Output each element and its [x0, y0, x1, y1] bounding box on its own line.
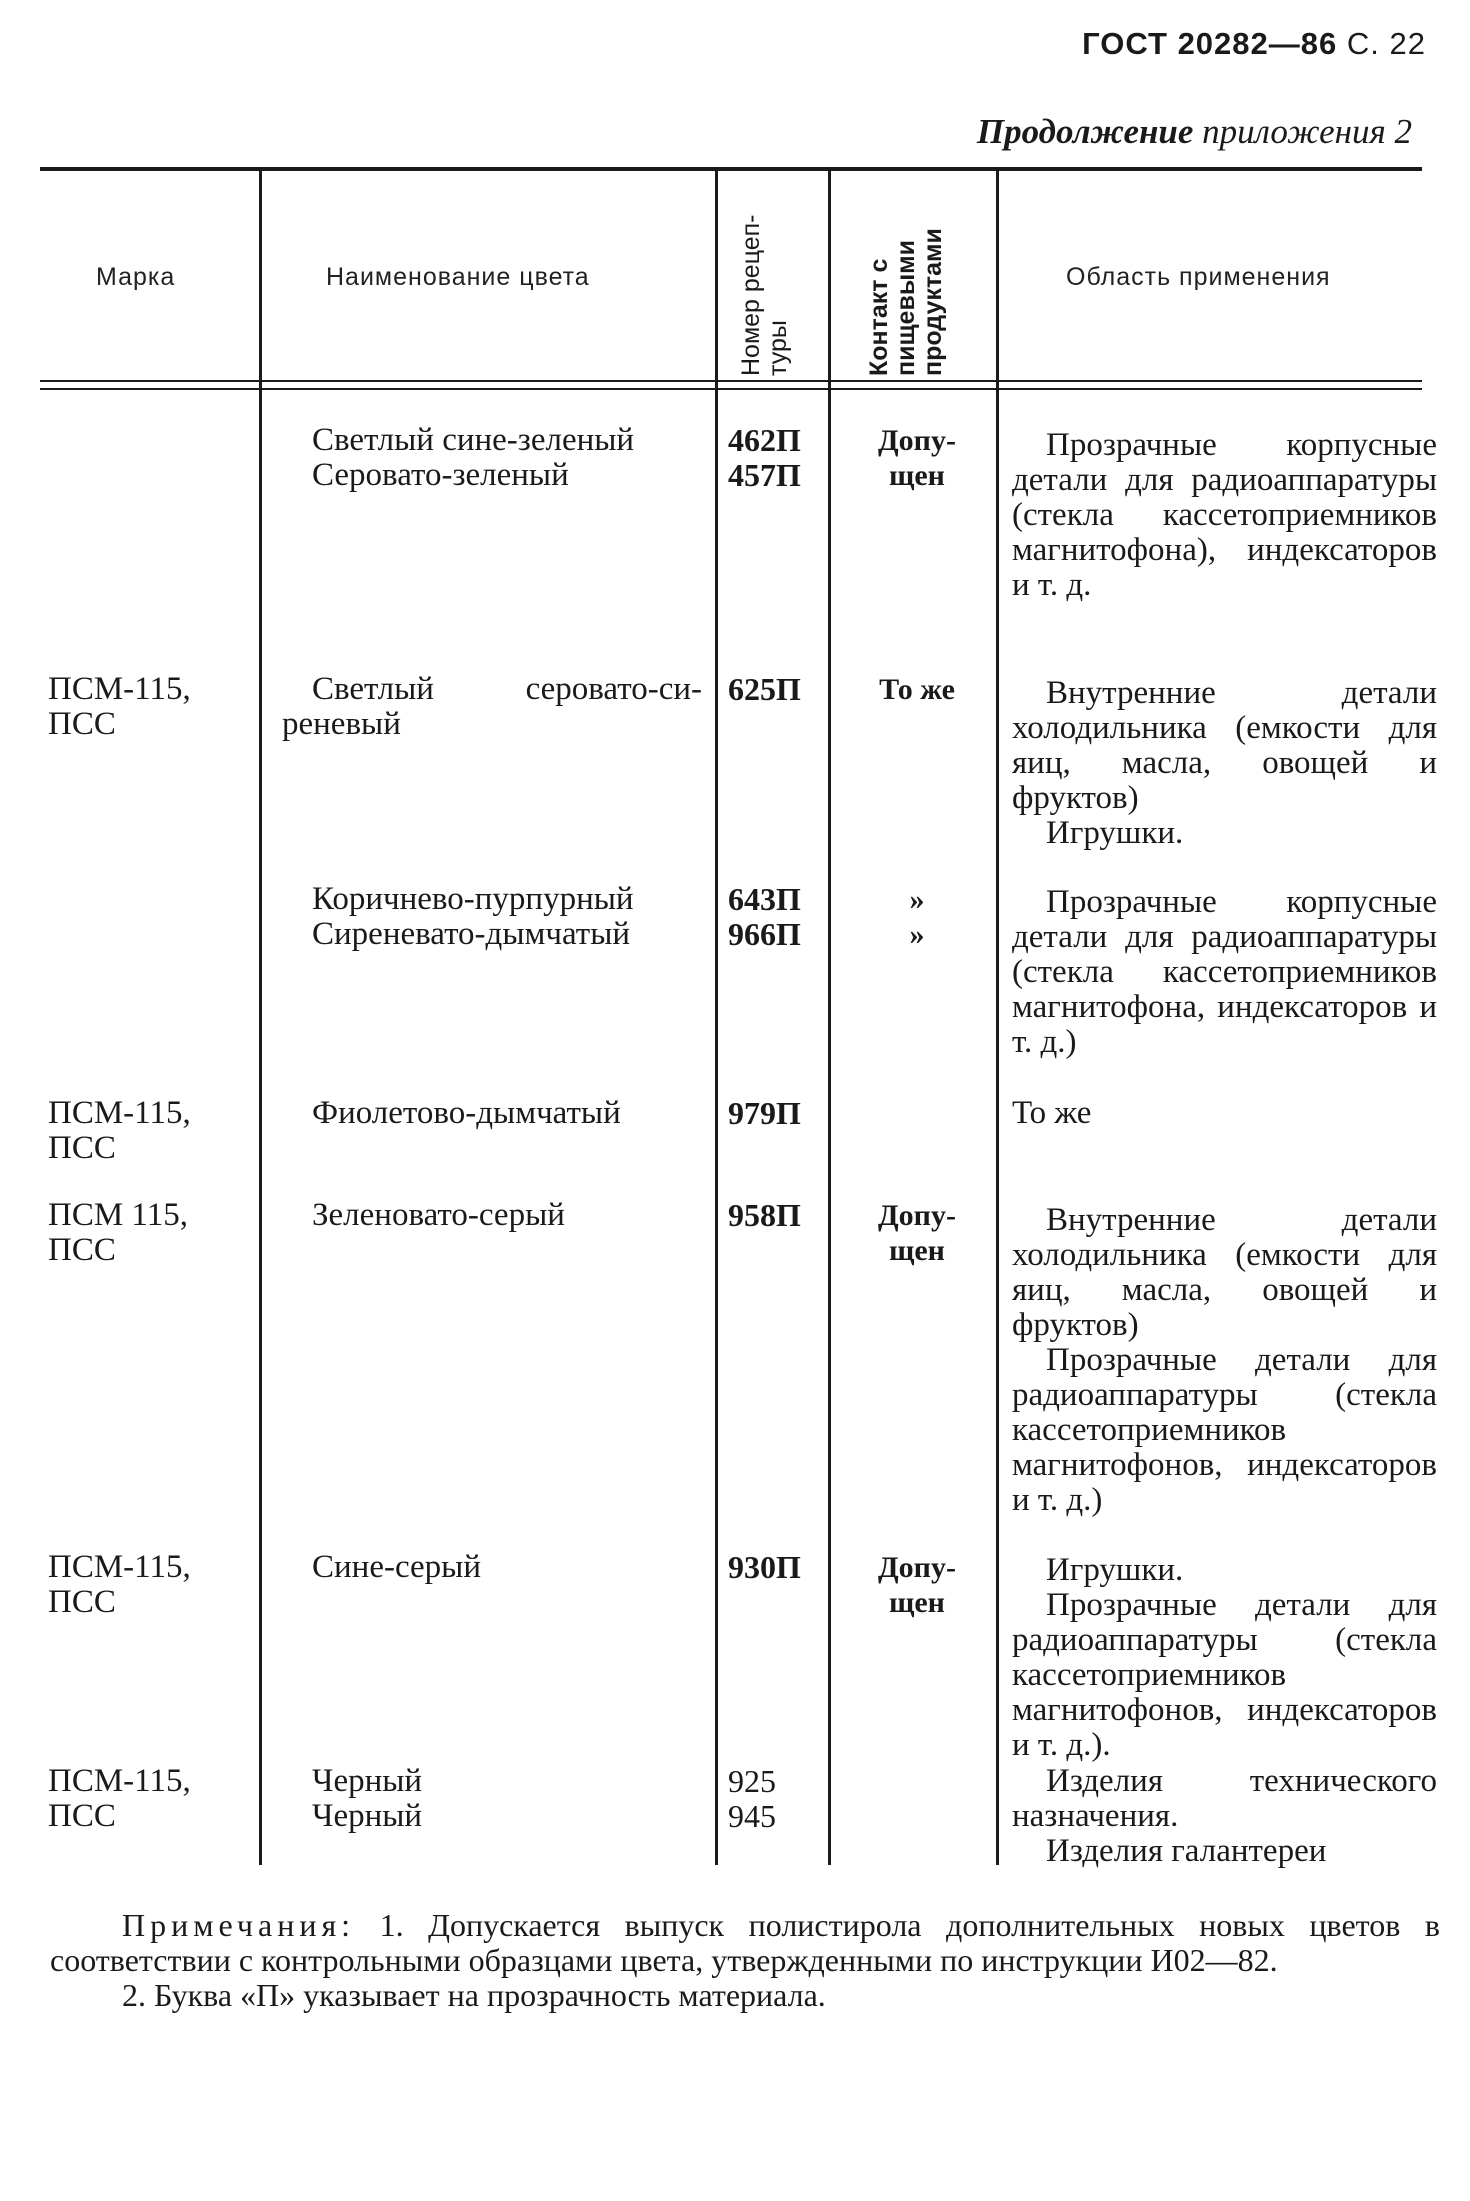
contact-cell: [842, 1550, 992, 1620]
recipe-number: 643П: [728, 881, 801, 917]
mark-value: ПСС: [48, 1130, 116, 1166]
color-name: Светлый серовато-си-: [312, 671, 702, 707]
column-header-mark: Марка: [96, 263, 176, 291]
application-area-cell: [1012, 1764, 1437, 1869]
recipe-cell: [728, 882, 828, 952]
continuation-title: [977, 112, 1412, 152]
column-divider: [996, 170, 999, 1865]
contact-value: То же: [879, 673, 955, 706]
column-header-recipe: [738, 214, 792, 376]
ditto-mark: »: [909, 918, 925, 951]
notes-section: [50, 1908, 1440, 2013]
recipe-number: 958П: [728, 1197, 801, 1233]
application-area: Игрушки.: [1046, 1552, 1184, 1588]
recipe-number: 979П: [728, 1095, 801, 1131]
ditto-mark: »: [909, 883, 925, 916]
color-name-cell: [282, 1764, 702, 1834]
recipe-cell: [728, 1198, 828, 1233]
recipe-cell: [728, 1764, 828, 1834]
note-1: [50, 1908, 1440, 1978]
recipe-number: 625П: [728, 671, 801, 707]
column-header-contact-line: Контакт с: [865, 258, 893, 376]
color-name: Сине-серый: [312, 1549, 481, 1585]
application-area-cell: [1012, 428, 1437, 603]
color-name-cell: [282, 1198, 702, 1233]
mark-cell: [48, 1198, 258, 1268]
application-area-cell: [1012, 676, 1437, 851]
application-area: Изделия технического назначения.: [1012, 1763, 1437, 1834]
color-name: реневый: [282, 706, 401, 742]
recipe-cell: [728, 672, 828, 707]
table-header-rule-double: [40, 388, 1422, 390]
note-text: 1. Допускается выпуск полистирола дополнительных новых цветов в соответствии с контрольными образцами цвета, утвержденными по инструкции И02—82.: [50, 1907, 1441, 1978]
mark-value: ПСМ-115,: [48, 1095, 191, 1131]
application-area: Прозрачные корпусные детали для радиоаппаратуры (стекла кассетоприемников магнитофона, индексаторов и т. д.): [1012, 884, 1437, 1060]
mark-value: ПСС: [48, 1798, 116, 1834]
color-name: Зеленовато-серый: [312, 1197, 565, 1233]
mark-value: ПСС: [48, 1584, 116, 1620]
color-name-cell: [282, 423, 702, 493]
standard-number: ГОСТ 20282—86: [1082, 26, 1338, 61]
mark-cell: [48, 1550, 258, 1620]
application-area: Изделия галантереи: [1046, 1833, 1327, 1869]
contact-cell: [842, 672, 992, 707]
mark-value: ПСС: [48, 706, 116, 742]
color-name: Светлый сине-зеленый: [312, 422, 635, 458]
column-header-contact-line: продуктами: [919, 228, 947, 376]
application-area-cell: [1012, 885, 1437, 1060]
application-area: Внутренние детали холодильника (емкости для яиц, масла, овощей и фруктов): [1012, 1202, 1437, 1343]
contact-value: Допу-: [878, 424, 956, 457]
column-divider: [828, 170, 831, 1865]
color-name: Черный: [312, 1763, 423, 1799]
table-header-rule: [40, 380, 1422, 382]
color-name: Черный: [312, 1798, 423, 1834]
mark-cell: [48, 1764, 258, 1834]
color-name-cell: [282, 882, 702, 952]
application-area-cell: [1012, 1553, 1437, 1763]
application-area: Внутренние детали холодильника (емкости для яиц, масла, овощей и фруктов): [1012, 675, 1437, 816]
application-area: То же: [1012, 1095, 1092, 1131]
mark-value: ПСМ-115,: [48, 671, 191, 707]
application-area: Прозрачные детали для радиоаппаратуры (стекла кассетоприемников магнитофонов, индексаторов и т. д.): [1012, 1342, 1437, 1518]
recipe-cell: [728, 1096, 828, 1131]
page-number: С. 22: [1346, 26, 1426, 61]
column-header-contact: [866, 228, 947, 376]
contact-cell: [842, 882, 992, 952]
mark-cell: [48, 1096, 258, 1166]
mark-value: ПСМ-115,: [48, 1549, 191, 1585]
application-area-cell: [1012, 1203, 1437, 1518]
contact-value: Допу-: [878, 1199, 956, 1232]
column-header-color-name: Наименование цвета: [326, 263, 590, 291]
page-header: [1082, 26, 1426, 62]
column-header-area: Область применения: [1066, 263, 1331, 291]
column-divider: [715, 170, 718, 1865]
recipe-cell: [728, 423, 828, 493]
notes-label: Примечания:: [122, 1907, 356, 1943]
contact-cell: [842, 423, 992, 493]
contact-value: щен: [889, 1586, 945, 1619]
mark-value: ПСМ-115,: [48, 1763, 191, 1799]
column-divider: [259, 170, 262, 1865]
column-header-recipe-line: Номер рецеп-: [737, 214, 765, 376]
contact-value: Допу-: [878, 1551, 956, 1584]
recipe-number: 966П: [728, 916, 801, 952]
color-name: Коричнево-пурпурный: [312, 881, 634, 917]
mark-cell: [48, 672, 258, 742]
application-area: Игрушки.: [1046, 815, 1184, 851]
recipe-number: 462П: [728, 422, 801, 458]
contact-value: щен: [889, 1234, 945, 1267]
mark-value: ПСС: [48, 1232, 116, 1268]
recipe-number: 945: [728, 1798, 776, 1834]
continuation-word: Продолжение: [976, 112, 1194, 151]
recipe-number: 457П: [728, 457, 801, 493]
mark-value: ПСМ 115,: [48, 1197, 188, 1233]
table-top-rule: [40, 167, 1422, 171]
application-area: Прозрачные корпусные детали для радиоаппаратуры (стекла кассетоприемников магнитофона), индексаторов и т. д.: [1012, 427, 1437, 603]
color-name: Сиреневато-дымчатый: [312, 916, 631, 952]
color-name: Серовато-зеленый: [312, 457, 569, 493]
recipe-number: 930П: [728, 1549, 801, 1585]
color-name: Фиолетово-дымчатый: [312, 1095, 621, 1131]
contact-cell: [842, 1198, 992, 1268]
color-name-cell: [282, 1096, 702, 1131]
color-name-cell: [282, 1550, 702, 1585]
contact-value: щен: [889, 459, 945, 492]
note-2: 2. Буква «П» указывает на прозрачность материала.: [122, 1977, 826, 2013]
recipe-cell: [728, 1550, 828, 1585]
recipe-number: 925: [728, 1763, 776, 1799]
application-area-cell: [1012, 1096, 1437, 1131]
appendix-ref: приложения 2: [1202, 112, 1412, 151]
application-area: Прозрачные детали для радиоаппаратуры (стекла кассетоприемников магнитофонов, индексаторов и т. д.).: [1012, 1587, 1437, 1763]
color-name-cell: [282, 672, 702, 742]
column-header-recipe-line: туры: [764, 320, 792, 376]
column-header-contact-line: пищевыми: [892, 239, 920, 376]
